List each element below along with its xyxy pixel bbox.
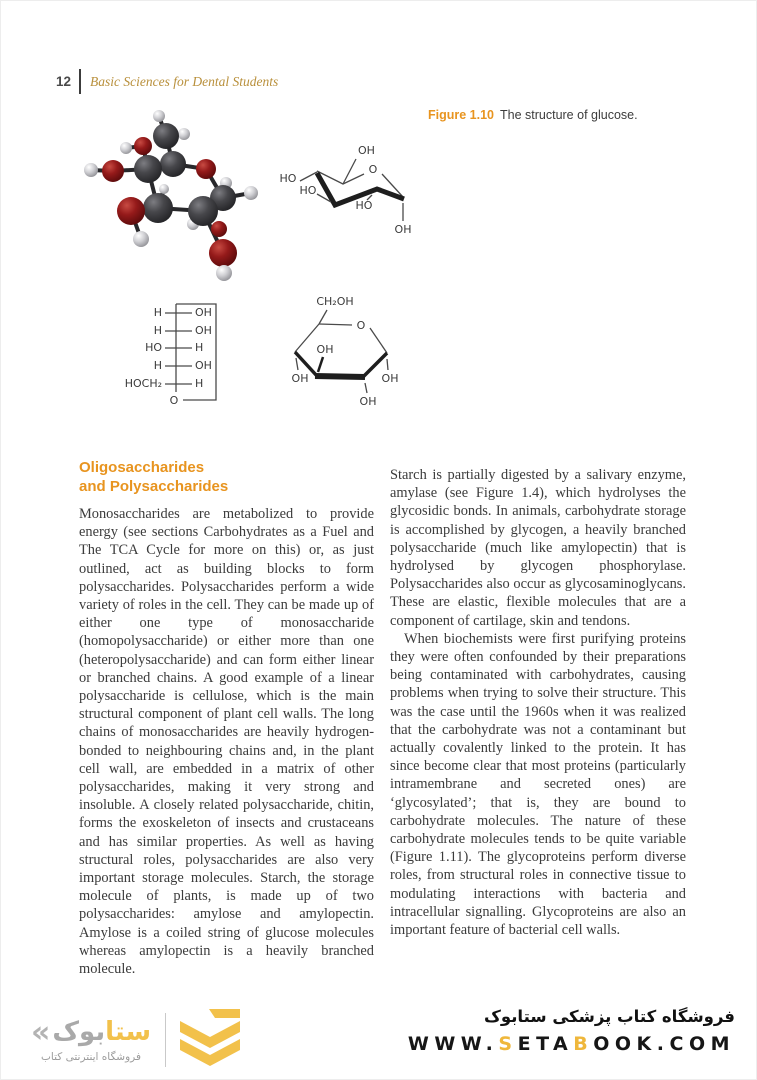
setabook-logo bbox=[31, 1009, 242, 1071]
c2-oh-bond bbox=[365, 383, 367, 393]
o-c1-bond bbox=[370, 328, 387, 353]
carbon-atom bbox=[134, 155, 162, 183]
heading-line-1: Oligosaccharides bbox=[79, 459, 205, 476]
oh-label: OH bbox=[195, 359, 212, 372]
c4-oh-bond bbox=[300, 172, 317, 181]
ring-oxygen-label: O bbox=[169, 394, 179, 407]
hydrogen-atom bbox=[159, 184, 169, 194]
ho-label: HO bbox=[279, 172, 297, 185]
oh-label: OH bbox=[358, 144, 375, 157]
oxygen-atom bbox=[134, 137, 152, 155]
url-accent-letter: S bbox=[498, 1033, 518, 1055]
url-part: ETA bbox=[517, 1033, 574, 1055]
carbon-atom bbox=[143, 193, 173, 223]
hoch2-label: HOCH₂ bbox=[124, 377, 162, 390]
hydrogen-atom bbox=[153, 110, 165, 122]
right-column bbox=[390, 466, 686, 939]
c1-oh-bond bbox=[387, 359, 388, 370]
carbon-atom bbox=[188, 196, 218, 226]
oh-label: OH bbox=[291, 372, 309, 385]
hydrogen-atom bbox=[178, 128, 190, 140]
figure-caption-text: The structure of glucose. bbox=[500, 108, 638, 122]
figure-caption bbox=[428, 108, 638, 122]
body-paragraph: Starch is partially digested by a salivary enzyme, amylase (see Figure 1.4), which hydrolyses the glycosidic bonds. In animals, carbohydrate storage is accomplished by glycogen, a heavily branched polysaccharide (much like amylopectin) that is hydrolysed by glycogen phosphorylase. Polysaccharides also occur as glycosaminoglycans. These are elastic, flexible molecules that are a component of cartilage, skin and tendons. bbox=[390, 467, 686, 629]
left-column bbox=[79, 458, 374, 978]
footer-store-info bbox=[408, 1007, 735, 1055]
h-label: H bbox=[195, 377, 204, 390]
figure-label: Figure 1.10 bbox=[428, 108, 494, 122]
ch2oh-label: CH₂OH bbox=[316, 295, 354, 308]
c4-oh-bond bbox=[296, 358, 298, 370]
fischer-rows bbox=[125, 306, 212, 390]
hydrogen-atom bbox=[120, 142, 132, 154]
hydrogen-atom bbox=[133, 231, 149, 247]
url-part: WWW. bbox=[407, 1033, 499, 1055]
logo-wordmark bbox=[31, 1014, 152, 1050]
ho-label: HO bbox=[355, 199, 373, 212]
wordmark-yellow-part: ستا bbox=[105, 1017, 152, 1048]
carbon-atom bbox=[160, 151, 186, 177]
glucose-fischer-structure bbox=[116, 296, 246, 411]
ring-oxygen-label: O bbox=[356, 319, 366, 332]
oh-label: OH bbox=[195, 306, 212, 319]
chevron-emblem-icon bbox=[178, 1009, 242, 1071]
url-accent-letter: B bbox=[573, 1033, 594, 1055]
hydrogen-atom bbox=[84, 163, 98, 177]
guillemet-icon: « bbox=[31, 1014, 51, 1050]
oh-label: OH bbox=[381, 372, 399, 385]
glucose-3d-model bbox=[61, 109, 271, 294]
ho-label: HO bbox=[299, 184, 317, 197]
oxygen-atom bbox=[196, 159, 216, 179]
oxygen-atom bbox=[102, 160, 124, 182]
oxygen-atom bbox=[117, 197, 145, 225]
section-heading bbox=[79, 458, 374, 496]
store-title-farsi: فروشگاه کتاب پزشکی ستابوک bbox=[484, 1007, 735, 1026]
oh-label: OH bbox=[195, 324, 212, 337]
page-number: 12 bbox=[56, 74, 72, 89]
hydrogen-atom bbox=[244, 186, 258, 200]
oh-label: OH bbox=[316, 343, 334, 356]
c5-o-bond bbox=[319, 324, 352, 325]
oxygen-atom bbox=[209, 239, 237, 267]
h-label: H bbox=[153, 306, 162, 319]
h-label: H bbox=[153, 359, 162, 372]
logo-divider bbox=[165, 1013, 166, 1067]
ch2oh-bond bbox=[319, 310, 327, 324]
book-title: Basic Sciences for Dental Students bbox=[90, 73, 279, 89]
website-url[interactable] bbox=[408, 1033, 735, 1055]
oxygen-atom bbox=[211, 221, 227, 237]
ho-label: HO bbox=[145, 341, 162, 354]
glucose-haworth-structure bbox=[284, 284, 444, 419]
page-header bbox=[56, 69, 278, 94]
atom-spheres bbox=[84, 110, 258, 281]
logo-wordmark-block bbox=[31, 1014, 152, 1063]
body-paragraph: Monosaccharides are metabolized to provide energy (see sections Carbohydrates as a Fuel and The TCA Cycle for more on this) or, as just outlined, act as building blocks to form polysaccharides. Polysaccharides perform a wide variety of roles in the cell. They can be made up of either one type of monosaccharide (homopolysaccharide) or either more than one (heteropolysaccharide) and can form either linear or branched chains. A good example of a linear polysaccharide is cellulose, which is the main structural component of plant cell walls. The long chains of monosaccharides are heavily hydrogen-bonded to neighbouring chains and, in the plant cell wall, are embedded in a matrix of other polysaccharides, making it very strong and insoluble. A closely related polysaccharide, chitin, forms the exoskeleton of insects and crustaceans and has similar properties. As well as having structural roles, polysaccharides are also very important storage molecules. Starch, the storage molecule of plants, is made up of two polysaccharides: amylose and amylopectin. Amylose is a coiled string of glucose molecules whereas amylopectin is a heavily branched molecule. bbox=[79, 506, 374, 978]
ring-oxygen-label: O bbox=[368, 163, 378, 176]
oh-label: OH bbox=[359, 395, 377, 408]
oh-label: OH bbox=[394, 223, 412, 236]
url-part: OOK.COM bbox=[593, 1033, 735, 1055]
header-divider bbox=[79, 69, 81, 94]
heading-line-2: and Polysaccharides bbox=[79, 478, 229, 495]
body-paragraph: When biochemists were first purifying proteins they were often confounded by their preparations being contaminated with carbohydrates, causing problems when trying to solve their structure. This was the case until the 1960s when it was realized that the carbohydrate was not a contaminant but actually covalently linked to the protein. It has since become clear that most proteins (particularly intramembrane and secreted ones) are ‘glycosylated’; that is, they are bound to carbohydrate molecules. The nature of these carbohydrate molecules tends to be quite variable (Figure 1.11). The glycoproteins perform diverse roles, from structural roles in connective tissue to modulating interactions with bacteria and intracellular signalling. Glycoproteins are also an important feature of bacterial cell walls. bbox=[390, 630, 686, 939]
h-label: H bbox=[195, 341, 204, 354]
wordmark-gray-part: بوک bbox=[52, 1017, 106, 1048]
c3-oh-bond bbox=[318, 357, 323, 372]
carbon-atom bbox=[153, 123, 179, 149]
hydrogen-atom bbox=[216, 265, 232, 281]
c4-c5-bond bbox=[295, 324, 319, 352]
h-label: H bbox=[153, 324, 162, 337]
c3-c2-bond bbox=[315, 376, 365, 377]
glucose-chair-structure bbox=[273, 139, 438, 244]
emblem-top-bar bbox=[209, 1009, 240, 1018]
logo-subtitle: فروشگاه اینترنتی کتاب bbox=[41, 1050, 141, 1063]
